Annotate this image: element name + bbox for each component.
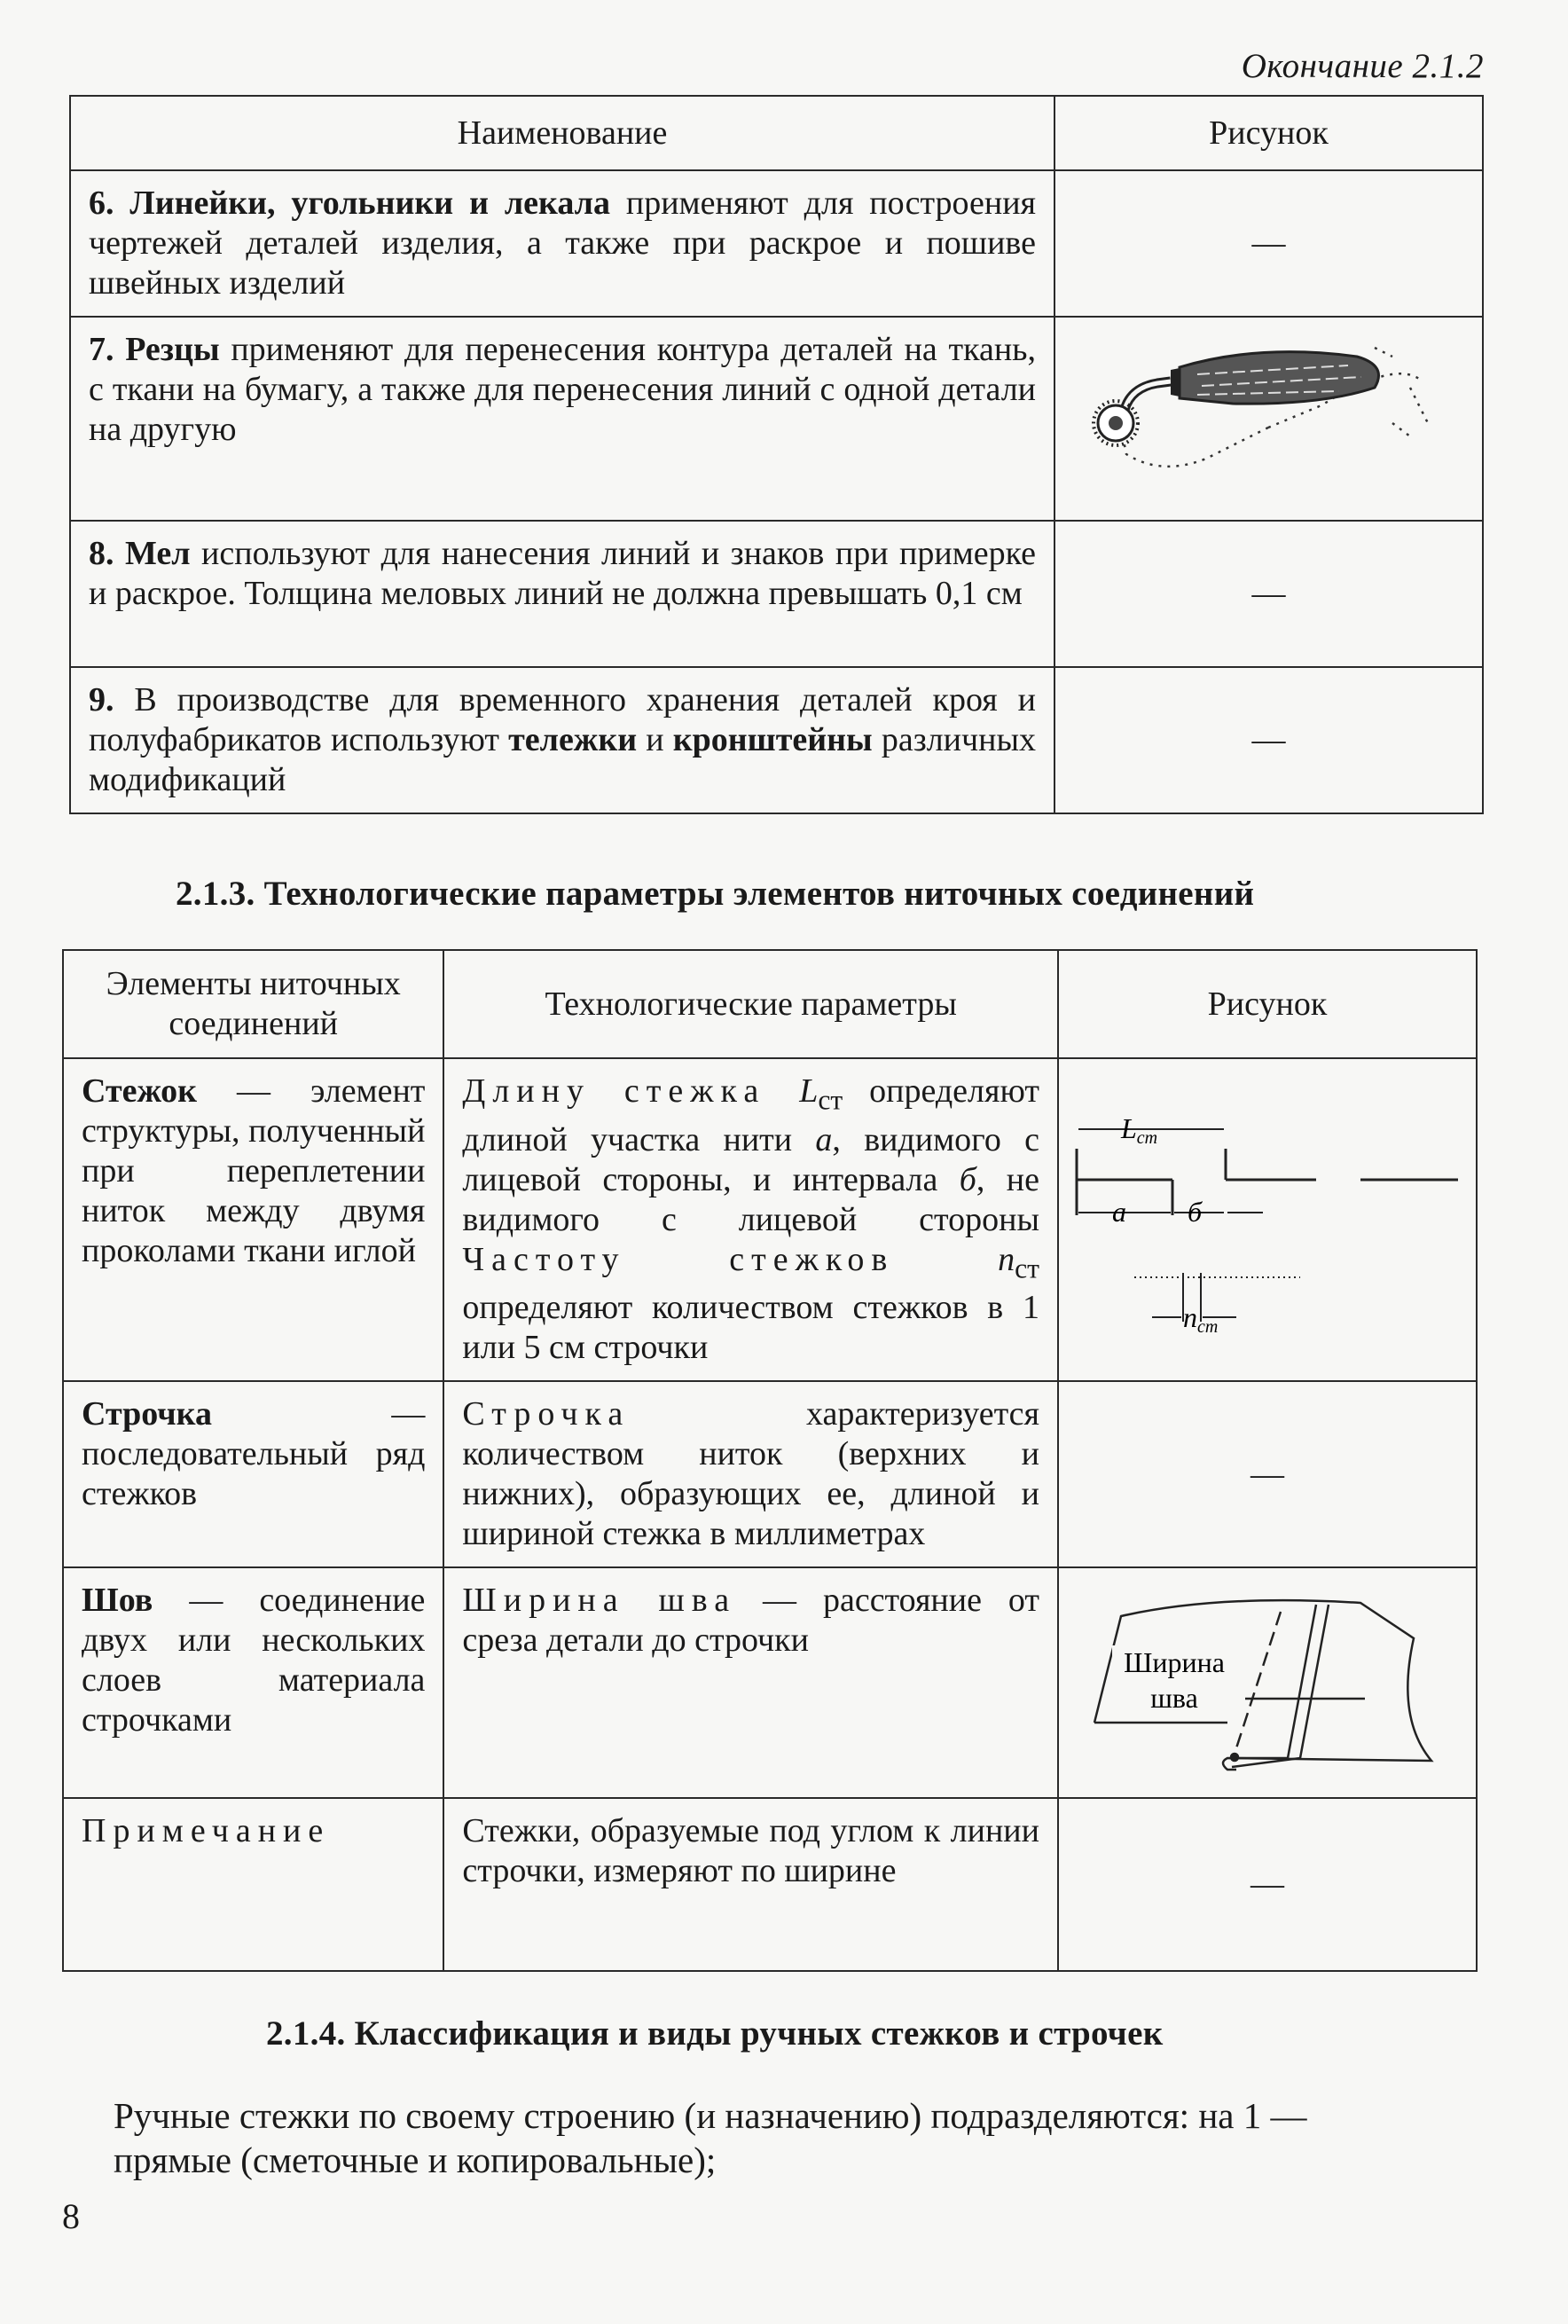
- n-label: nст: [1182, 1300, 1219, 1337]
- table-header-row: [70, 96, 1483, 170]
- table-row: [63, 1058, 1477, 1381]
- table-row: [70, 170, 1483, 317]
- table-row: [70, 521, 1483, 667]
- table-row: [63, 1798, 1477, 1971]
- table-row: [70, 667, 1483, 813]
- params-cell: Ширина шва — расстояние от среза детали до строчки: [443, 1567, 1058, 1798]
- a-label: a: [1111, 1195, 1126, 1228]
- stitch-figure-cell: [1058, 1058, 1477, 1381]
- element-cell: Строчка — последовательный ряд стежков: [63, 1381, 443, 1567]
- section-heading: 2.1.3. Технологические параметры элементов ниточных соединений: [176, 875, 1255, 913]
- seam-figure-cell: [1058, 1567, 1477, 1798]
- continuation-label: Окончание 2.1.2: [1241, 47, 1484, 85]
- section-heading: 2.1.4. Классификация и виды ручных стежков и строчек: [266, 2014, 1164, 2053]
- table-row: [63, 1381, 1477, 1567]
- element-cell: Стежок — элемент структуры, полученный при переплетении ниток между двумя проколами ткани иглой: [63, 1058, 443, 1381]
- parameters-table: [62, 949, 1478, 1972]
- table-header-row: [63, 950, 1477, 1058]
- table-row: [63, 1567, 1477, 1798]
- page-number: 8: [62, 2196, 80, 2236]
- header-figure: Рисунок: [1054, 96, 1483, 170]
- row-figure: [1054, 317, 1483, 521]
- table-row: [70, 317, 1483, 521]
- header-figure: Рисунок: [1058, 950, 1477, 1058]
- row-figure: —: [1054, 667, 1483, 813]
- L-label: Lст: [1120, 1111, 1158, 1148]
- body-paragraph: Ручные стежки по своему строению (и назначению) подразделяются: на 1 — прямые (сметочные и копировальные);: [114, 2095, 1307, 2180]
- header-elements: Элементы ниточных соединений: [63, 950, 443, 1058]
- stitch-length-diagram: [1059, 1069, 1476, 1362]
- params-cell: Длину стежка $L_{ст}$ определяют длиной участка нити а, видимого с лицевой стороны, и интервала б, не видимого с лицевой стороны Частоту стежков $n_{ст}$ определяют количеством стежков в 1 или 5 см строчки: [443, 1058, 1058, 1381]
- element-cell: Шов — соединение двух или нескольких слоев материала строчками: [63, 1567, 443, 1798]
- figure-cell: —: [1058, 1798, 1477, 1971]
- seam-width-diagram: [1059, 1576, 1476, 1780]
- element-cell: Примечание: [63, 1798, 443, 1971]
- row-text: 6. Линейки, угольники и лекала применяют для построения чертежей деталей изделия, а также при раскрое и пошиве швейных изделий: [70, 170, 1054, 317]
- seam-width-label-2: шва: [1150, 1681, 1198, 1714]
- params-cell: Строчка характеризуется количеством ниток (верхних и нижних), образующих ее, длиной и шириной стежка в миллиметрах: [443, 1381, 1058, 1567]
- figure-cell: —: [1058, 1381, 1477, 1567]
- header-name: Наименование: [70, 96, 1054, 170]
- seam-width-label-1: Ширина: [1124, 1645, 1225, 1678]
- row-figure: —: [1054, 170, 1483, 317]
- row-text: 7. Резцы применяют для перенесения контура деталей на ткань, с ткани на бумагу, а также для перенесения линий с одной детали на другую: [70, 317, 1054, 521]
- header-params: Технологические параметры: [443, 950, 1058, 1058]
- tracing-wheel-icon: [1055, 326, 1481, 503]
- tools-table: [69, 95, 1484, 814]
- params-cell: Стежки, образуемые под углом к линии строчки, измеряют по ширине: [443, 1798, 1058, 1971]
- row-figure: —: [1054, 521, 1483, 667]
- b-label: б: [1187, 1195, 1203, 1228]
- row-text: 9. В производстве для временного хранения деталей кроя и полуфабрикатов используют тележки и кронштейны различных модификаций: [70, 667, 1054, 813]
- row-text: 8. Мел используют для нанесения линий и знаков при примерке и раскрое. Толщина меловых линий не должна превышать 0,1 см: [70, 521, 1054, 667]
